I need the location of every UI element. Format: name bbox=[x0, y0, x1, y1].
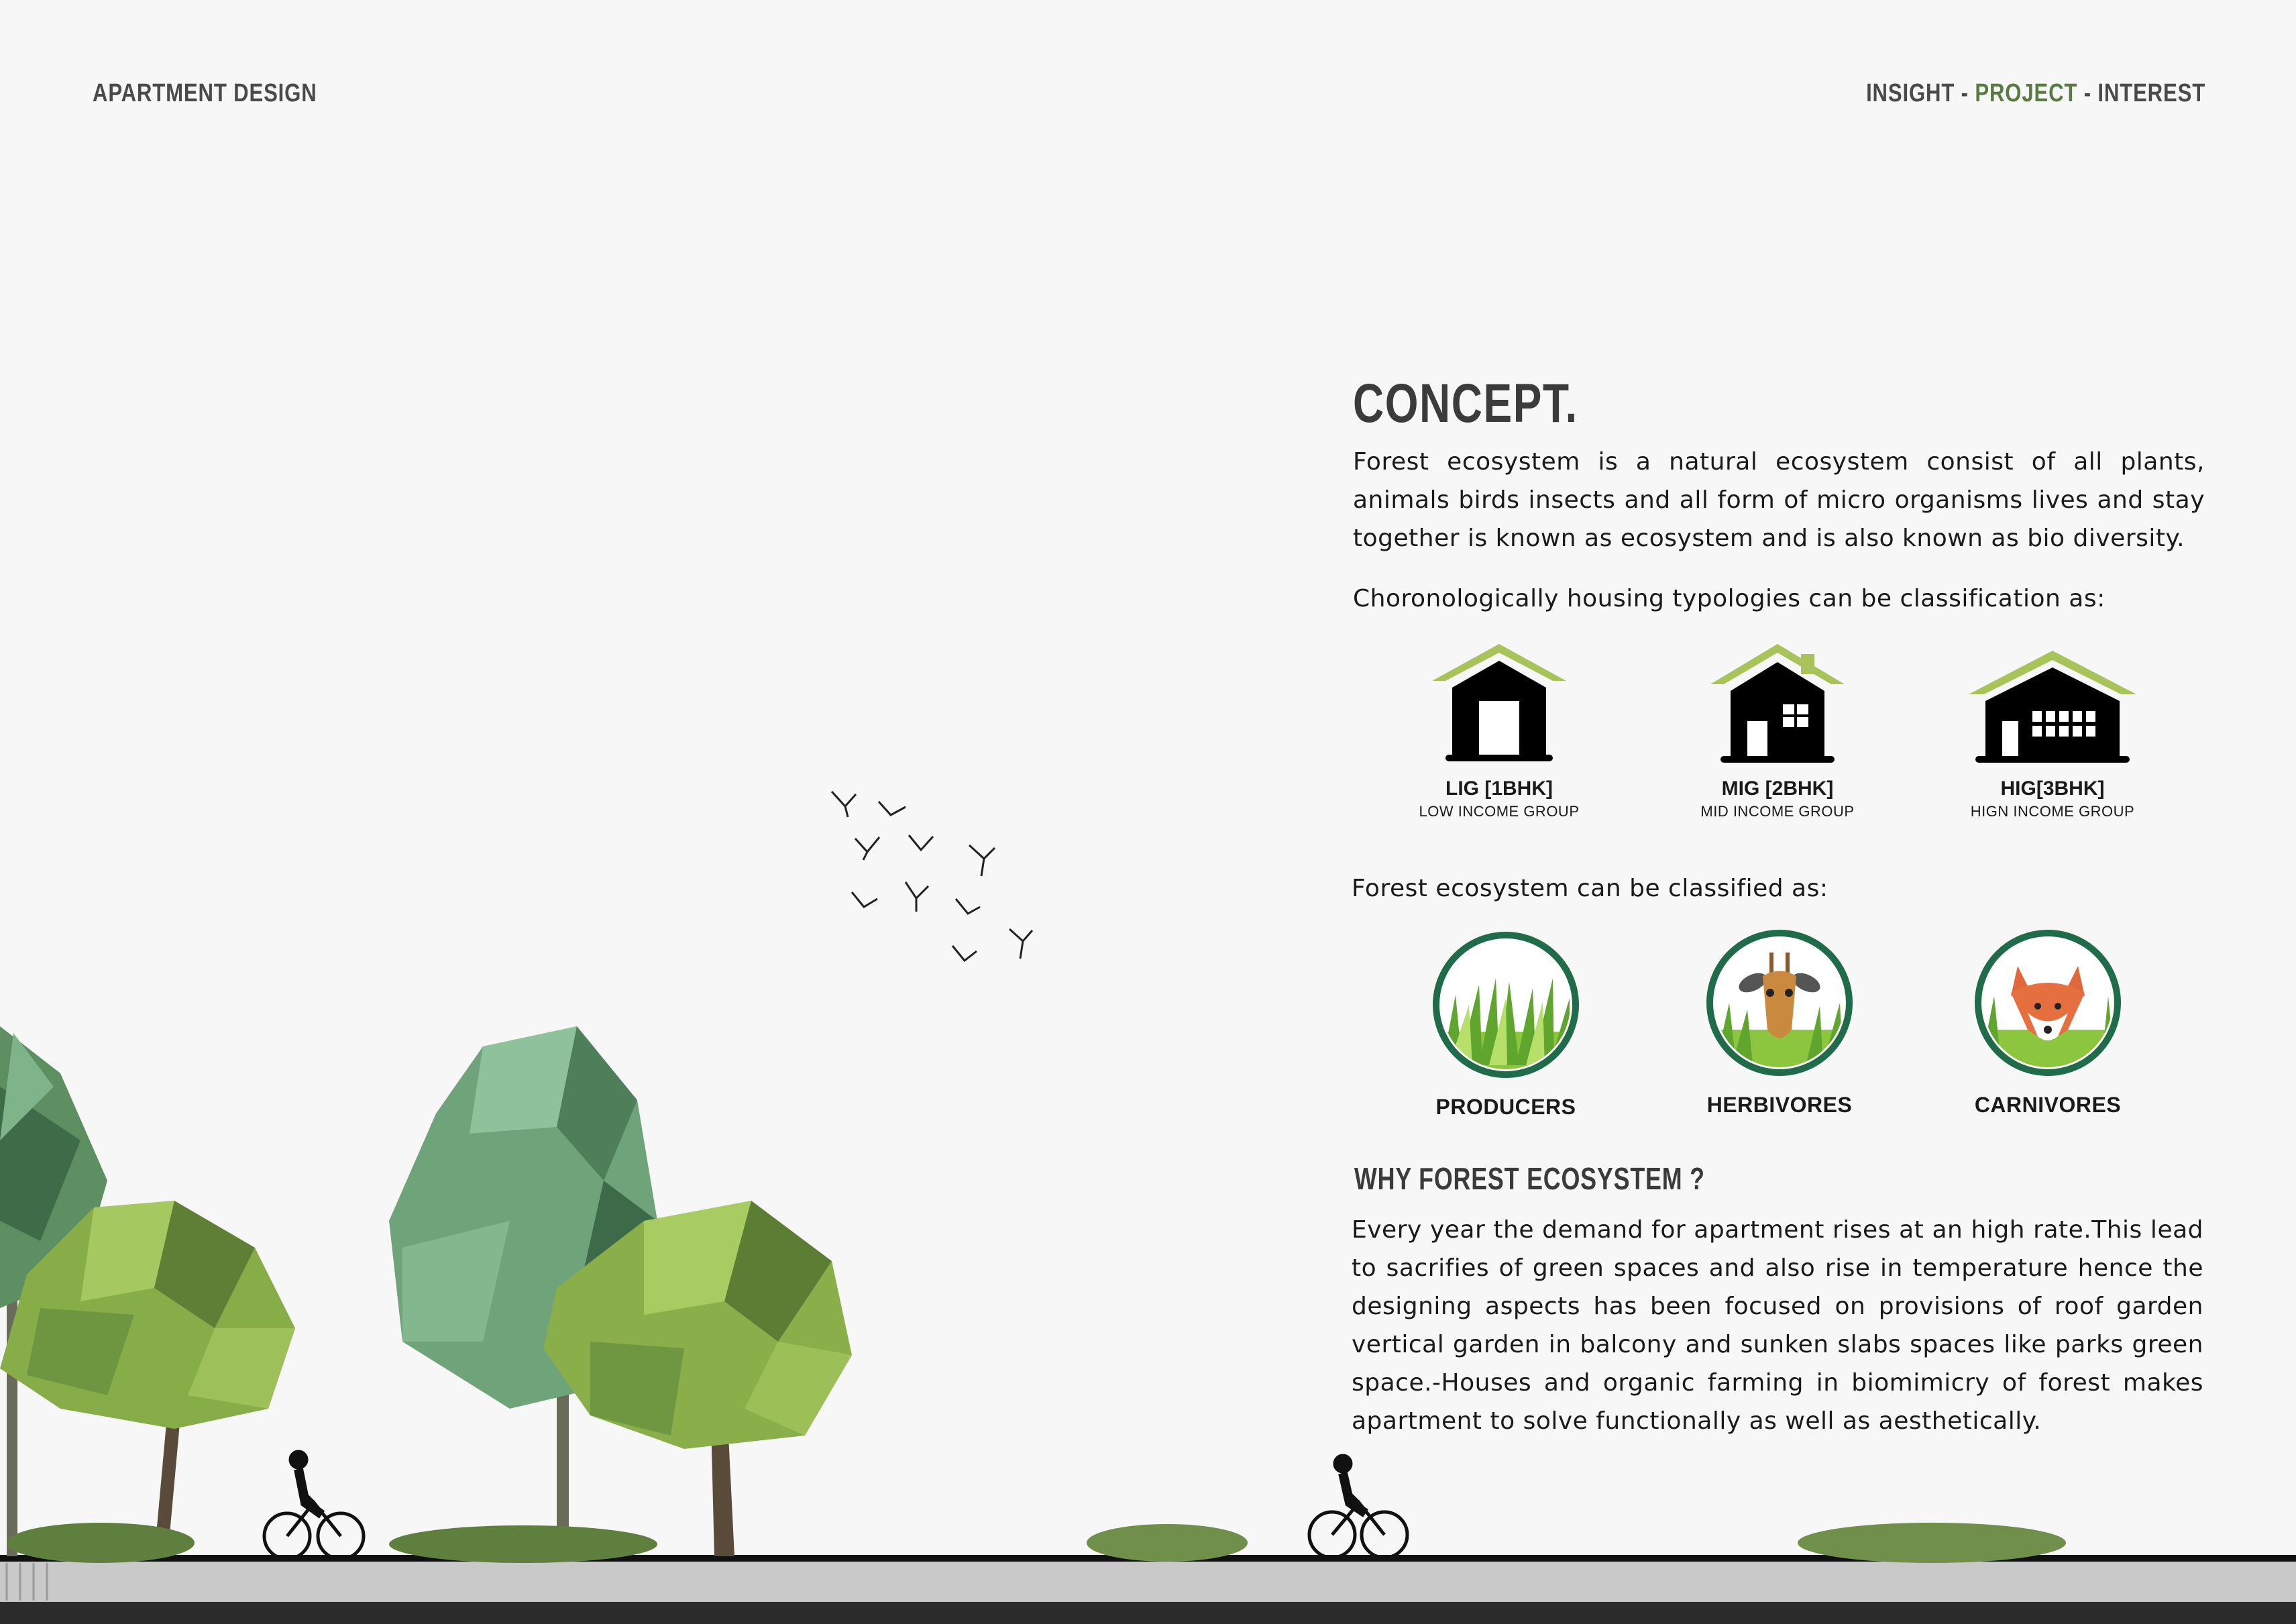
eco-carnivores bbox=[1961, 929, 2135, 1118]
eco-label: HERBIVORES bbox=[1706, 1093, 1853, 1117]
grass-icon bbox=[1432, 931, 1580, 1079]
nav-interest: - INTEREST bbox=[2077, 79, 2205, 107]
why-paragraph: Every year the demand for apartment rises at an high rate.This lead to sacrifies of green spaces and also rise in temperature hence the designing aspects has been focused on provisions of roof garden vertical garden in balcony and sunken slabs spaces like parks green space.-Houses and organic farming in biomimicry of forest makes apartment to solve functionally as well as aesthetically. bbox=[1352, 1216, 2203, 1435]
birds-flock bbox=[832, 792, 1032, 961]
ground-strip bbox=[0, 1562, 2296, 1602]
eco-herbivores bbox=[1692, 929, 1867, 1118]
nav-insight: INSIGHT - bbox=[1866, 79, 1975, 107]
typology-sublabel: LOW INCOME GROUP bbox=[1419, 803, 1580, 820]
house-3bhk-icon bbox=[1965, 644, 2140, 768]
house-1bhk-icon bbox=[1425, 641, 1573, 768]
typology-sublabel: MID INCOME GROUP bbox=[1700, 803, 1855, 820]
cyclist-right bbox=[1309, 1456, 1407, 1558]
eco-label: PRODUCERS bbox=[1435, 1095, 1576, 1119]
nav-project: PROJECT bbox=[1975, 79, 2078, 107]
eco-producers bbox=[1419, 931, 1593, 1120]
header-title-left: APARTMENT DESIGN bbox=[93, 79, 317, 107]
ecosystem-intro: Forest ecosystem can be classified as: bbox=[1352, 875, 1828, 902]
typology-sublabel: HIGN INCOME GROUP bbox=[1970, 803, 2135, 820]
concept-title: CONCEPT. bbox=[1353, 373, 1578, 434]
typology-label: HIG[3BHK] bbox=[2000, 777, 2105, 800]
typology-label: MIG [2BHK] bbox=[1721, 777, 1834, 800]
eco-label: CARNIVORES bbox=[1974, 1093, 2122, 1117]
fox-icon bbox=[1974, 929, 2122, 1077]
typology-label: LIG [1BHK] bbox=[1445, 777, 1553, 800]
bottom-band bbox=[0, 1602, 2296, 1624]
house-2bhk-icon bbox=[1704, 641, 1851, 768]
giraffe-icon bbox=[1706, 929, 1853, 1077]
typology-lig bbox=[1405, 641, 1593, 820]
why-title: WHY FOREST ECOSYSTEM ? bbox=[1354, 1161, 1705, 1196]
concept-paragraph: Forest ecosystem is a natural ecosystem consist of all plants, animals birds insects and all form of micro organisms lives and stay together is known as ecosystem and is also known as bio diversity. bbox=[1353, 448, 2205, 552]
typology-hig bbox=[1955, 644, 2150, 820]
typology-mig bbox=[1684, 641, 1871, 820]
typology-intro: Choronologically housing typologies can be classification as: bbox=[1353, 585, 2106, 612]
cyclist-left bbox=[264, 1452, 364, 1559]
